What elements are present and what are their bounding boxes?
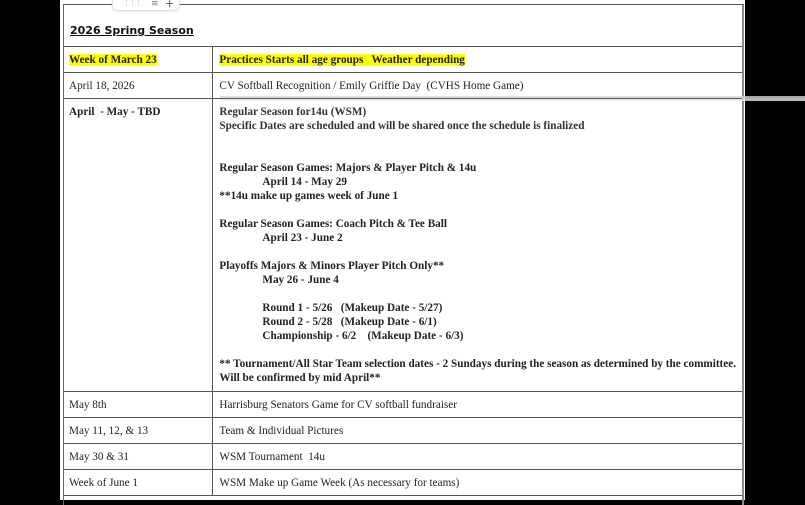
- table-toolbar: [112, 0, 180, 11]
- round-1: Round 1 - 5/26 (Makeup Date - 5/27): [262, 302, 443, 314]
- table-row: [63, 470, 742, 496]
- date-cell[interactable]: Week of June 1: [63, 470, 213, 496]
- date-cell[interactable]: May 30 & 31: [63, 444, 213, 470]
- event-cell[interactable]: Practices Starts all age groups Weather depending: [213, 47, 742, 73]
- date-cell[interactable]: April 18, 2026: [63, 73, 213, 99]
- event-cell[interactable]: Harrisburg Senators Game for CV softball fundraiser: [213, 392, 742, 418]
- table-row: [63, 444, 742, 470]
- date-cell[interactable]: May 8th: [63, 392, 213, 418]
- table-row: [63, 73, 742, 99]
- drag-handle-icon[interactable]: ⋮⋮⋮: [123, 0, 141, 7]
- majors-dates: April 14 - May 29: [262, 176, 347, 188]
- coach-title: Regular Season Games: Coach Pitch & Tee Ball: [219, 218, 447, 230]
- majors-title: Regular Season Games: Majors & Player Pitch & 14u: [219, 162, 477, 174]
- table-row: [63, 47, 742, 73]
- date-cell[interactable]: Week of March 23: [63, 47, 213, 73]
- table-row: [63, 392, 742, 418]
- round-2: Round 2 - 5/28 (Makeup Date - 6/1): [262, 316, 437, 328]
- event-cell[interactable]: WSM Tournament 14u: [213, 444, 742, 470]
- event-cell[interactable]: Team & Individual Pictures: [213, 418, 742, 444]
- tournament-confirm: Will be confirmed by mid April**: [219, 372, 381, 384]
- table-row: [63, 99, 742, 392]
- wsm-note: Specific Dates are scheduled and will be shared once the schedule is finalized: [219, 120, 585, 132]
- tournament-note: ** Tournament/All Star Team selection dates - 2 Sundays during the season as determined by the committee.: [219, 358, 736, 370]
- wsm-title: Regular Season for14u (WSM): [219, 106, 367, 118]
- date-cell[interactable]: April - May - TBD: [63, 99, 213, 392]
- table-row: [63, 418, 742, 444]
- add-icon[interactable]: +: [165, 0, 175, 10]
- makeup-14u: **14u make up games week of June 1: [219, 190, 399, 202]
- coach-dates: April 23 - June 2: [262, 232, 343, 244]
- playoffs-dates: May 26 - June 4: [262, 274, 339, 286]
- event-cell[interactable]: CV Softball Recognition / Emily Griffie Day (CVHS Home Game): [213, 73, 742, 99]
- sort-icon[interactable]: ≡: [151, 0, 159, 9]
- playoffs-title: Playoffs Majors & Minors Player Pitch Only**: [219, 260, 445, 272]
- date-cell[interactable]: May 11, 12, & 13: [63, 418, 213, 444]
- championship: Championship - 6/2 (Makeup Date - 6/3): [262, 330, 464, 342]
- document-page: [60, 0, 745, 500]
- event-cell[interactable]: WSM Make up Game Week (As necessary for teams): [213, 470, 742, 496]
- schedule-table: [63, 46, 742, 496]
- page-title: 2026 Spring Season: [70, 24, 194, 37]
- event-cell[interactable]: [213, 99, 742, 392]
